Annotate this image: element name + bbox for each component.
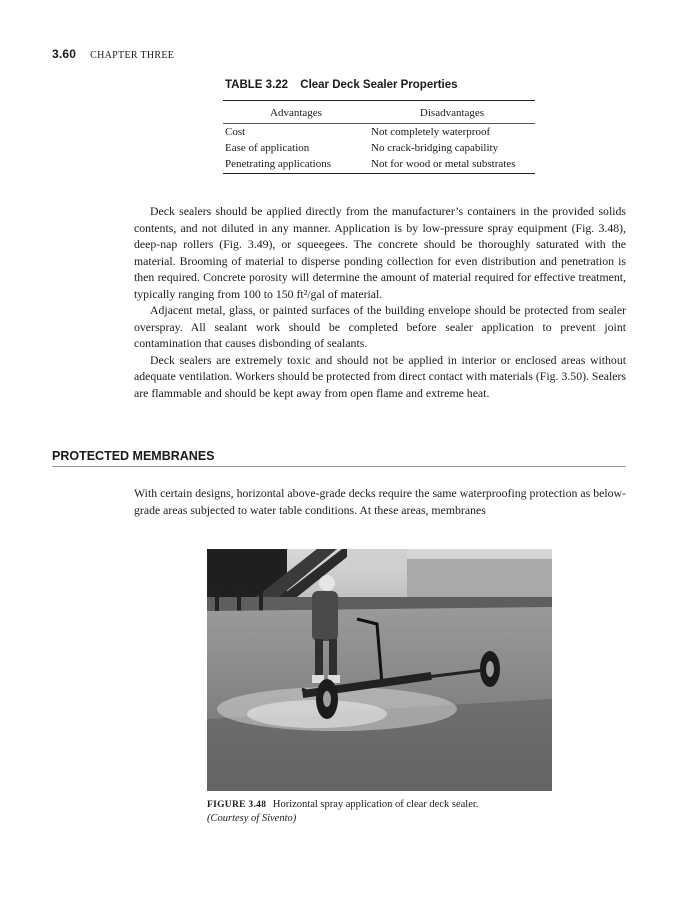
paragraph: With certain designs, horizontal above-grade decks require the same waterproofing protection as below-grade areas subjected to water table conditions. At these areas, membranes (134, 486, 626, 517)
column-header-advantages: Advantages (223, 101, 369, 124)
table-header-row (223, 101, 535, 124)
table-title: Clear Deck Sealer Properties (300, 79, 458, 91)
figure-credit: (Courtesy of Sivento) (207, 813, 297, 824)
section-heading: PROTECTED MEMBRANES (52, 449, 626, 467)
table-cell: No crack-bridging capability (371, 141, 499, 154)
table-row (223, 140, 535, 156)
figure-label: FIGURE 3.48 (207, 800, 267, 810)
figure-caption (207, 798, 552, 825)
paragraph: Adjacent metal, glass, or painted surfaces of the building envelope should be protected from sealer overspray. All sealant work should be completed before sealer application to prevent joint contamination that causes disbonding of sealants. (134, 303, 626, 350)
table-row (223, 156, 535, 173)
section-body (134, 485, 626, 518)
table-cell: Not for wood or metal substrates (369, 156, 535, 173)
spray-application-photo (207, 549, 552, 791)
table-number: TABLE 3.22 (225, 79, 289, 91)
chapter-title: CHAPTER THREE (90, 50, 175, 61)
running-head (52, 47, 174, 61)
paragraph: Deck sealers are extremely toxic and should not be applied in interior or enclosed areas without adequate ventilation. Workers should be protected from direct contact with materials (Fig. 3.50). Sealers are flammable and should be kept away from open flame and extreme heat. (134, 352, 626, 400)
table-caption (225, 79, 458, 91)
table-cell: Cost (225, 125, 246, 138)
paragraph: Deck sealers should be applied directly from the manufacturer’s containers in the provided solids contents, and not diluted in any manner. Application is by low-pressure spray equipment (Fig. 3.48), deep-nap rollers (Fig. 3.49), or squeegees. The concrete should be thoroughly saturated with the material. Brooming of material to disperse ponding collection for even distribution and penetration is then required. Concrete porosity will determine the amount of material required for effective treatment, typically ranging from 100 to 150 ft²/gal of material. (134, 204, 626, 301)
table-cell: Not completely waterproof (371, 125, 491, 138)
body-text (134, 203, 626, 401)
table-row (223, 124, 535, 141)
figure-photo (207, 549, 552, 791)
table-cell: Ease of application (225, 141, 310, 154)
page-number: 3.60 (52, 47, 77, 61)
column-header-disadvantages: Disadvantages (369, 101, 535, 124)
properties-table (223, 100, 535, 174)
figure-caption-text: Horizontal spray application of clear deck sealer. (272, 799, 479, 810)
table-cell: Penetrating applications (223, 156, 369, 173)
